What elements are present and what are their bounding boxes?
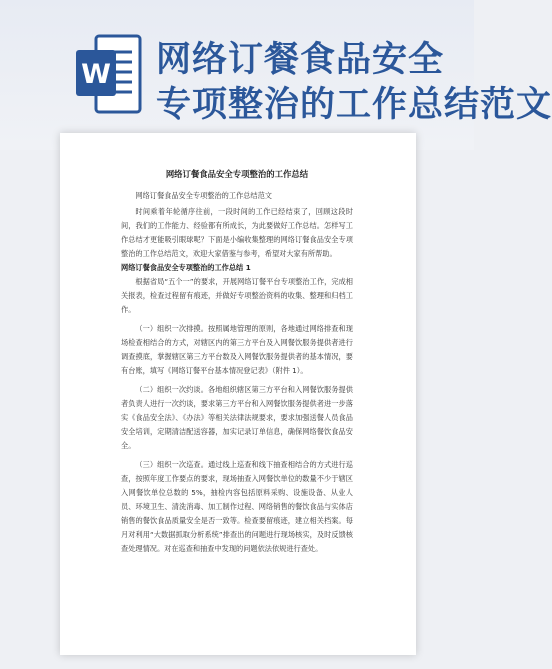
word-document-icon [74,32,144,116]
banner [0,0,552,150]
document-page [60,133,416,655]
paragraph-1: 根据省局“五个一”的要求，开展网络订餐平台专项整治工作，完成相关报表，检查过程留有痕迹，并做好专项整治资料的收集、整理和归档工作。 [121,277,353,314]
paragraph-3: （二）组织一次约谈。各地组织辖区第三方平台和入网餐饮服务提供者负责人进行一次约谈，要求第三方平台和入网餐饮服务提供者进一步落实《食品安全法》、《办法》等相关法律法规要求，要求加强送餐人员食品安全培训，定期清洁配送容器，加实记录订单信息，确保网络餐饮食品安全。 [121,385,353,450]
document-title: 网络订餐食品安全专项整治的工作总结 [165,169,309,179]
intro-paragraph: 时间乘着年轮循序往前，一段时间的工作已经结束了，回顾这段时间，我们的工作能力、经验都有所成长，为此要做好工作总结。怎样写工作总结才更能吸引眼球呢？下面是小编收集整理的网络订餐食品安全专项整治的工作总结范文，欢迎大家借鉴与参考，希望对大家有所帮助。 [121,207,353,258]
banner-title-line-2: 专项整治的工作总结范文 [156,85,552,125]
document-body [121,167,353,556]
banner-title-line-1: 网络订餐食品安全 [156,40,445,80]
word-icon-letter: W [81,59,111,90]
document-subtitle: 网络订餐食品安全专项整治的工作总结范文 [135,191,272,200]
paragraph-4: （三）组织一次巡查。通过线上巡查和线下抽查相结合的方式进行巡查，按照年度工作要点的要求，现场抽查入网餐饮单位的数量不少于辖区入网餐饮单位总数的 5%，抽检内容包括原料采购、设施设备、从业人员、环境卫生、清洗消毒、加工制作过程、网络销售的餐饮食品与实体店销售的餐饮食品质量安全是否一致等。检查要留痕迹，建立相关档案。每月对利用“大数据抓取分析系统”排查出的问题进行现场核实，及时反馈核查处理情况。对在巡查和抽查中发现的问题依法依规进行查处。 [121,460,353,553]
paragraph-2: （一）组织一次排摸。按照属地管理的原则，各地通过网络排查和现场检查相结合的方式，对辖区内的第三方平台及入网餐饮服务提供者进行调查摸底，掌握辖区第三方平台数及入网餐饮服务提供者的基本情况，要有台账，填写《网络订餐平台基本情况登记表》（附件 1）。 [121,324,353,375]
section-heading-1: 网络订餐食品安全专项整治的工作总结 1 [121,263,251,272]
